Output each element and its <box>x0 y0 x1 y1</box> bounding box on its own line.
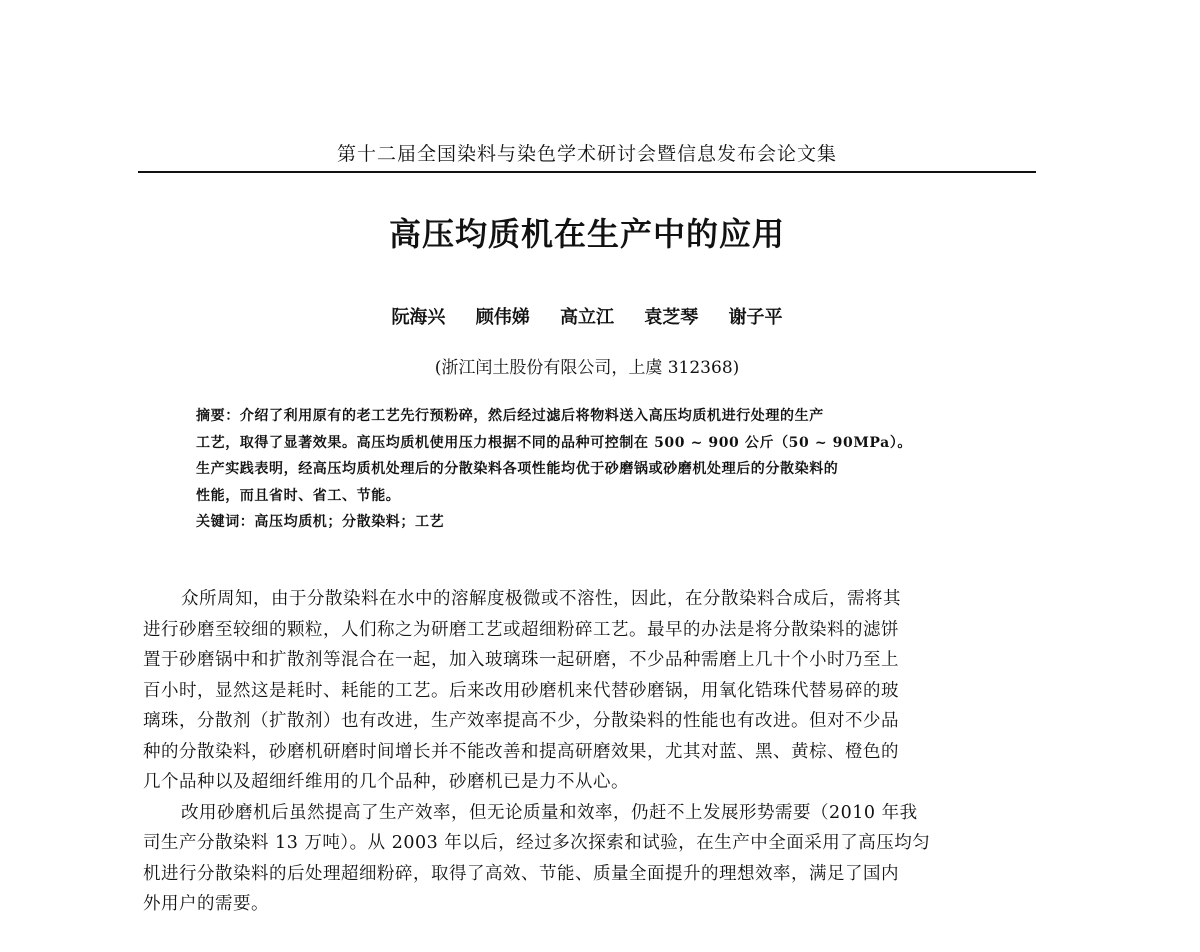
header-rule <box>138 171 1036 173</box>
abstract-line: 性能，而且省时、省工、节能。 <box>196 487 401 504</box>
body-line: 百小时，显然这是耗时、耗能的工艺。后来改用砂磨机来代替砂磨锅，用氧化锆珠代替易碎的玻 <box>143 680 899 701</box>
keywords-label: 关键词： <box>196 514 255 530</box>
body-line: 进行砂磨至较细的颗粒，人们称之为研磨工艺或超细粉碎工艺。最早的办法是将分散染料的滤饼 <box>143 619 899 640</box>
body-line: 机进行分散染料的后处理超细粉碎，取得了高效、节能、质量全面提升的理想效率，满足了国内 <box>143 863 899 884</box>
body-line: 司生产分散染料 13 万吨）。从 2003 年以后，经过多次探索和试验，在生产中全面采用了高压均匀 <box>143 833 931 853</box>
body-line: 外用户的需要。 <box>143 894 269 914</box>
author-list <box>138 305 1036 331</box>
abstract-block <box>196 403 996 536</box>
abstract-label: 摘要： <box>196 408 240 424</box>
abstract-line: 生产实践表明，经高压均质机处理后的分散染料各项性能均优于砂磨锅或砂磨机处理后的分散染料的 <box>196 461 839 477</box>
author: 高立江 <box>560 307 614 328</box>
body-line: 改用砂磨机后虽然提高了生产效率，但无论质量和效率，仍赶不上发展形势需要（2010 年我 <box>181 802 918 823</box>
body-line: 璃珠，分散剂（扩散剂）也有改进，生产效率提高不少，分散染料的性能也有改进。但对不少品 <box>143 711 899 731</box>
author: 阮海兴 <box>391 307 446 328</box>
keywords-text: 高压均质机；分散染料；工艺 <box>254 514 445 530</box>
author: 顾伟娣 <box>475 307 530 328</box>
abstract-line: 工艺，取得了显著效果。高压均质机使用压力根据不同的品种可控制在 500 ~ 900 公斤（50 ~ 90MPa）。 <box>196 434 913 451</box>
paragraph-1 <box>143 584 1043 798</box>
running-header: 第十二届全国染料与染色学术研讨会暨信息发布会论文集 <box>336 143 837 165</box>
body-line: 几个品种以及超细纤维用的几个品种，砂磨机已是力不从心。 <box>143 772 629 792</box>
keywords-line <box>196 509 996 536</box>
body-text <box>143 584 1043 920</box>
abstract-text: 介绍了利用原有的老工艺先行预粉碎，然后经过滤后将物料送入高压均质机进行处理的生产 <box>239 408 824 424</box>
author: 袁芝琴 <box>644 307 699 328</box>
paper-title: 高压均质机在生产中的应用 <box>388 215 785 253</box>
author: 谢子平 <box>728 307 783 328</box>
body-line: 众所周知，由于分散染料在水中的溶解度极微或不溶性，因此，在分散染料合成后，需将其 <box>181 589 901 609</box>
abstract-line <box>196 403 996 430</box>
body-line: 置于砂磨锅中和扩散剂等混合在一起，加入玻璃珠一起研磨，不少品种需磨上几十个小时乃至上 <box>143 650 899 670</box>
body-line: 种的分散染料，砂磨机研磨时间增长并不能改善和提高研磨效果，尤其对蓝、黑、黄棕、橙色的 <box>143 741 899 762</box>
affiliation: (浙江闰土股份有限公司，上虞 312368) <box>434 358 740 378</box>
paragraph-2 <box>143 798 1043 920</box>
